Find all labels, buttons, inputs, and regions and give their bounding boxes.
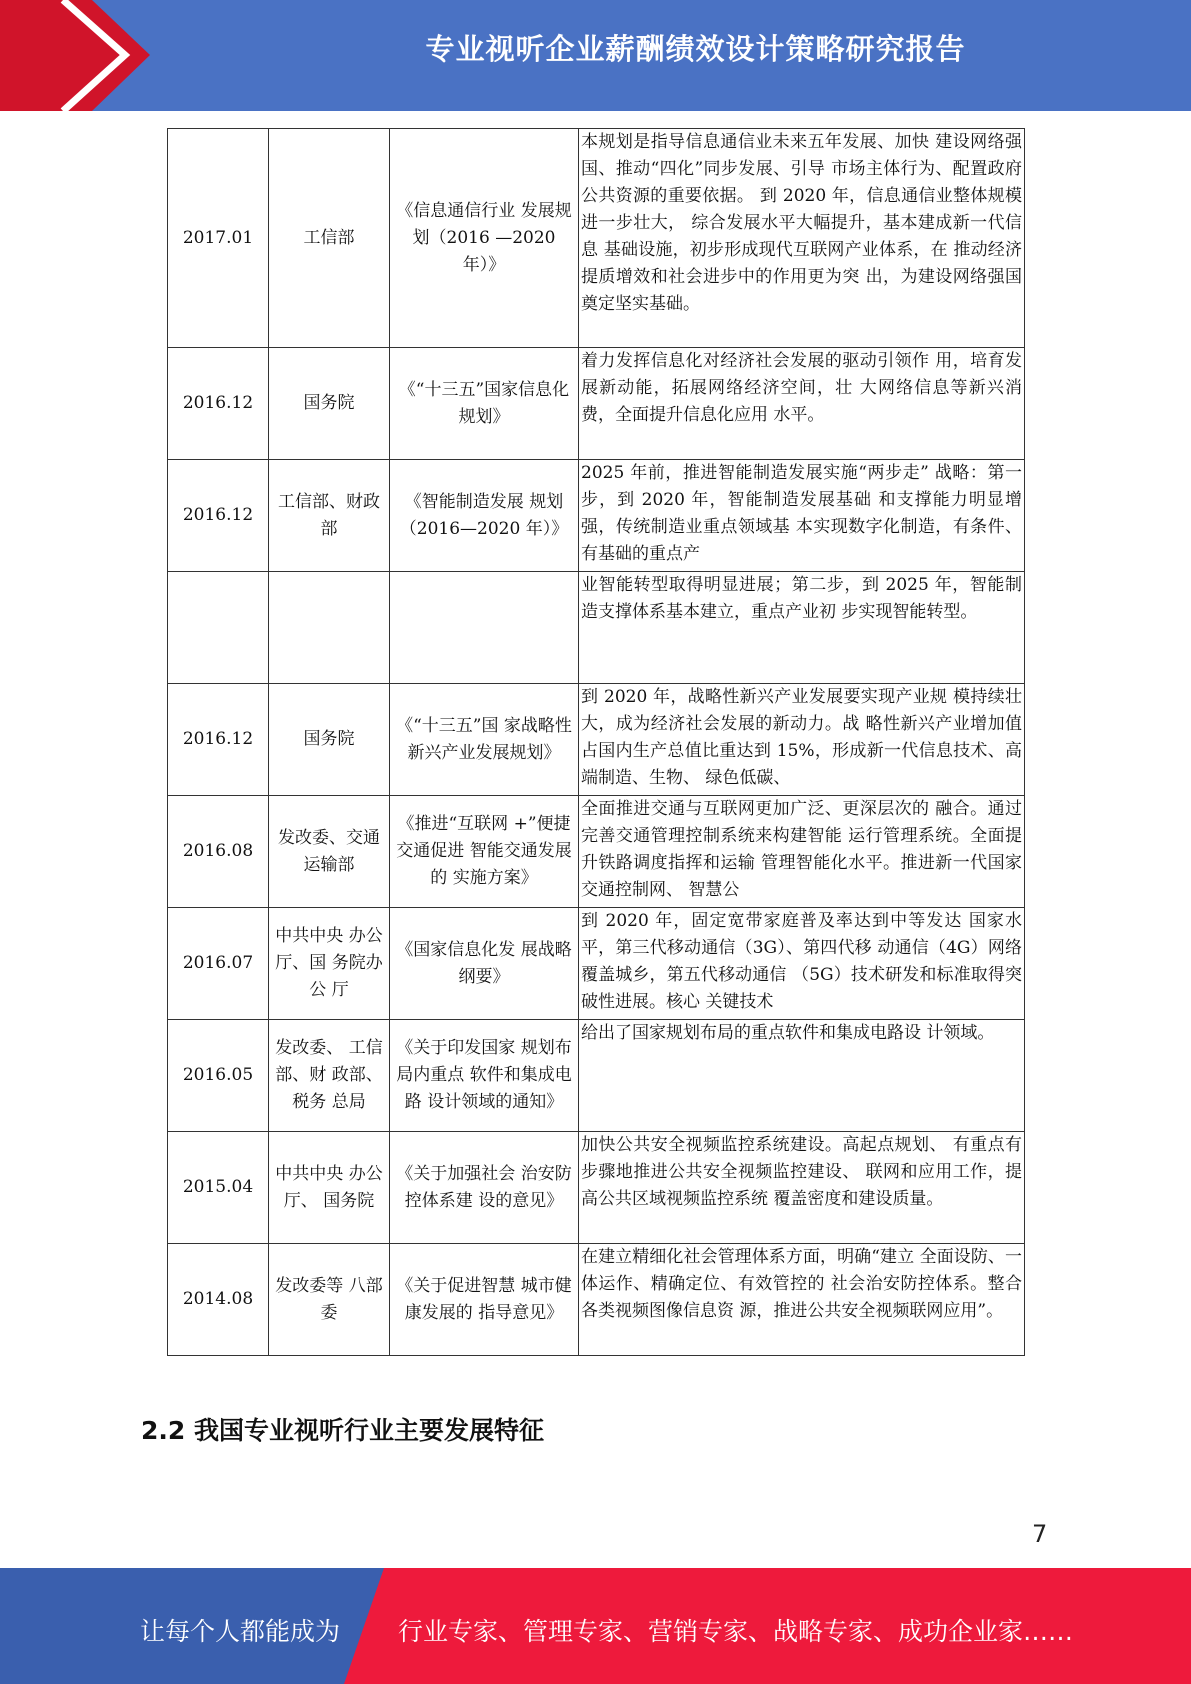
cell-description: 2025 年前，推进智能制造发展实施“两步走” 战略：第一步，到 2020 年，智能制造发展基础 和支撑能力明显增强，传统制造业重点领域基 本实现数字化制造，有条件、有基础的重点产 [579, 460, 1025, 572]
report-header [0, 0, 1191, 111]
cell-document: 《“十三五”国家信息化规划》 [390, 348, 579, 460]
cell-description: 全面推进交通与互联网更加广泛、更深层次的 融合。通过完善交通管理控制系统来构建智能 运行管理系统。全面提升铁路调度指挥和运输 管理智能化水平。推进新一代国家交通控制网、 智慧公 [579, 796, 1025, 908]
cell-date: 2016.12 [168, 460, 269, 572]
cell-department: 发改委等 八部委 [269, 1244, 390, 1356]
section-heading: 2.2 我国专业视听行业主要发展特征 [141, 1416, 544, 1445]
footer-slogan-right: 行业专家、管理专家、营销专家、战略专家、成功企业家…… [398, 1617, 1074, 1646]
table-row [168, 348, 1025, 460]
table-row [168, 1132, 1025, 1244]
cell-document: 《推进“互联网 +”便捷交通促进 智能交通发展的 实施方案》 [390, 796, 579, 908]
footer-banner [0, 1568, 1191, 1684]
cell-date: 2017.01 [168, 129, 269, 348]
cell-document: 《关于加强社会 治安防控体系建 设的意见》 [390, 1132, 579, 1244]
cell-date: 2014.08 [168, 1244, 269, 1356]
cell-description: 业智能转型取得明显进展；第二步，到 2025 年，智能制造支撑体系基本建立，重点产业初 步实现智能转型。 [579, 572, 1025, 684]
page-number: 7 [1032, 1520, 1048, 1548]
cell-date: 2016.05 [168, 1020, 269, 1132]
cell-department [269, 572, 390, 684]
cell-date: 2016.12 [168, 684, 269, 796]
table-row [168, 1020, 1025, 1132]
cell-document: 《关于印发国家 规划布局内重点 软件和集成电路 设计领域的通知》 [390, 1020, 579, 1132]
cell-department: 国务院 [269, 348, 390, 460]
cell-department: 工信部、财政部 [269, 460, 390, 572]
report-title: 专业视听企业薪酬绩效设计策略研究报告 [425, 32, 966, 66]
red-arrow-banner [0, 0, 150, 111]
table-row [168, 684, 1025, 796]
cell-date: 2016.12 [168, 348, 269, 460]
cell-description: 本规划是指导信息通信业未来五年发展、加快 建设网络强国、推动“四化”同步发展、引导 市场主体行为、配置政府公共资源的重要依据。 到 2020 年，信息通信业整体规模进一步壮大， 综合发展水平大幅提升，基本建成新一代信息 基础设施，初步形成现代互联网产业体系，在 推动经济提质增效和社会进步中的作用更为突 出，为建设网络强国奠定坚实基础。 [579, 129, 1025, 348]
cell-description: 到 2020 年，固定宽带家庭普及率达到中等发达 国家水平，第三代移动通信（3G）、第四代移 动通信（4G）网络覆盖城乡，第五代移动通信 （5G）技术研发和标准取得突破性进展。核心 关键技术 [579, 908, 1025, 1020]
cell-department: 工信部 [269, 129, 390, 348]
cell-description: 着力发挥信息化对经济社会发展的驱动引领作 用，培育发展新动能，拓展网络经济空间，壮 大网络信息等新兴消费，全面提升信息化应用 水平。 [579, 348, 1025, 460]
cell-department: 中共中央 办公厅、 国务院 [269, 1132, 390, 1244]
cell-description: 加快公共安全视频监控系统建设。高起点规划、 有重点有步骤地推进公共安全视频监控建设、 联网和应用工作，提高公共区域视频监控系统 覆盖密度和建设质量。 [579, 1132, 1025, 1244]
footer-slogan-left: 让每个人都能成为 [140, 1617, 341, 1646]
cell-description: 给出了国家规划布局的重点软件和集成电路设 计领域。 [579, 1020, 1025, 1132]
cell-department: 发改委、交通运输部 [269, 796, 390, 908]
table-row [168, 129, 1025, 348]
cell-document: 《信息通信行业 发展规划（2016 —2020 年）》 [390, 129, 579, 348]
table-row [168, 460, 1025, 572]
cell-document: 《关于促进智慧 城市健康发展的 指导意见》 [390, 1244, 579, 1356]
cell-date [168, 572, 269, 684]
table-row [168, 796, 1025, 908]
table-row [168, 1244, 1025, 1356]
cell-document [390, 572, 579, 684]
cell-date: 2016.07 [168, 908, 269, 1020]
cell-department: 国务院 [269, 684, 390, 796]
cell-description: 到 2020 年，战略性新兴产业发展要实现产业规 模持续壮大，成为经济社会发展的新动力。战 略性新兴产业增加值占国内生产总值比重达到 15%，形成新一代信息技术、高端制造、生物、 绿色低碳、 [579, 684, 1025, 796]
cell-document: 《智能制造发展 规划（2016—2020 年）》 [390, 460, 579, 572]
cell-department: 发改委、 工信部、财 政部、税务 总局 [269, 1020, 390, 1132]
cell-date: 2016.08 [168, 796, 269, 908]
policy-table [167, 128, 1025, 1356]
cell-description: 在建立精细化社会管理体系方面，明确“建立 全面设防、一体运作、精确定位、有效管控的 社会治安防控体系。整合各类视频图像信息资 源，推进公共安全视频联网应用”。 [579, 1244, 1025, 1356]
table-row [168, 572, 1025, 684]
cell-document: 《“十三五”国 家战略性新兴产业发展规划》 [390, 684, 579, 796]
cell-document: 《国家信息化发 展战略纲要》 [390, 908, 579, 1020]
cell-date: 2015.04 [168, 1132, 269, 1244]
cell-department: 中共中央 办公厅、国 务院办公 厅 [269, 908, 390, 1020]
table-row [168, 908, 1025, 1020]
